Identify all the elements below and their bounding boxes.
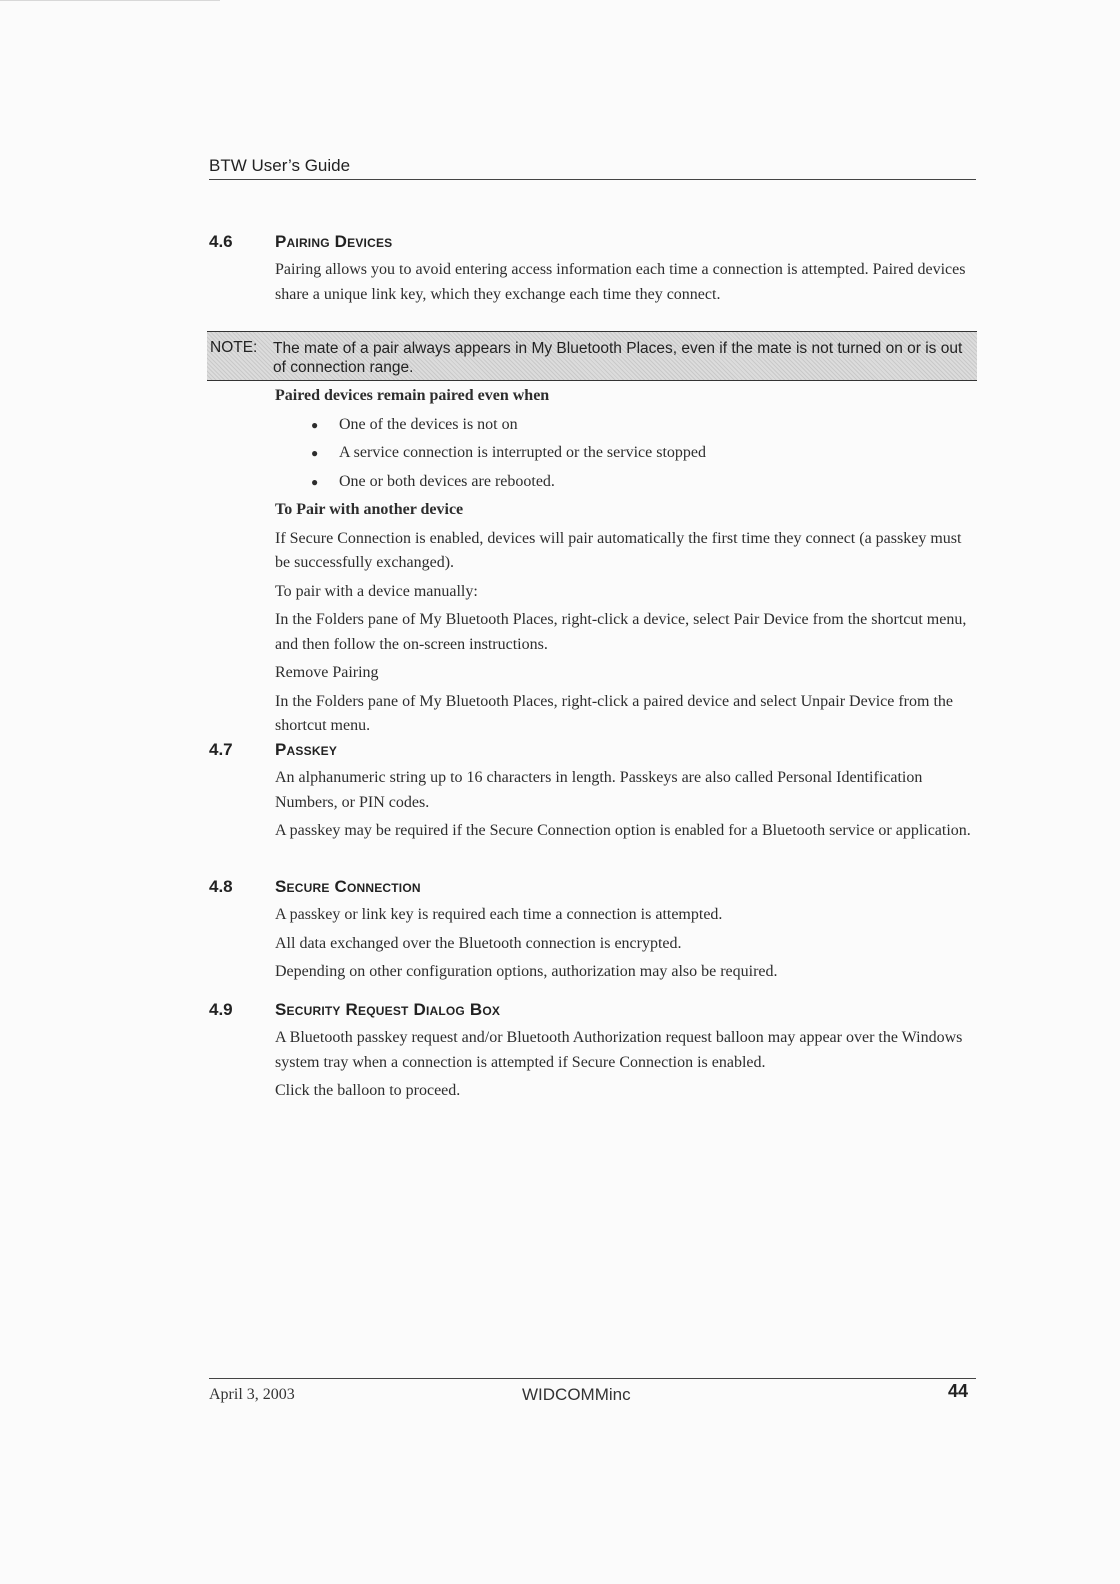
section-number: 4.9 (209, 1000, 233, 1019)
list-item-text: One of the devices is not on (339, 415, 518, 433)
section-4-8 (209, 877, 979, 989)
remove-pairing-label: Remove Pairing (275, 664, 379, 681)
section-title: Security Request Dialog Box (275, 1000, 501, 1019)
paired-remain-list (275, 413, 979, 495)
pair-manual-label: To pair with a device manually: (275, 582, 478, 600)
note-label: NOTE: (210, 339, 258, 356)
remove-pairing-text: In the Folders pane of My Bluetooth Places, right-click a paired device and select Unpair Device from the shortcut menu. (275, 692, 953, 734)
section-heading (209, 877, 979, 903)
list-item (275, 470, 979, 495)
section-title: Secure Connection (275, 877, 421, 896)
section-number: 4.6 (209, 232, 233, 251)
section-number: 4.7 (209, 740, 233, 759)
page-number: 44 (947, 1381, 968, 1401)
bullet-icon: ● (311, 446, 319, 460)
secure-connection-p1: A passkey or link key is required each time a connection is attempted. (275, 906, 723, 923)
scan-edge-line (0, 0, 220, 1)
section-number: 4.8 (209, 877, 233, 896)
page-header (209, 156, 976, 180)
list-item-text: One or both devices are rebooted. (339, 472, 555, 490)
section-heading (209, 232, 979, 258)
section-intro: Pairing allows you to avoid entering access information each time a connection is attempted. Paired devices share a unique link key, which they exchange each time they connect. (275, 261, 966, 303)
bullet-icon: ● (311, 474, 319, 489)
passkey-definition: An alphanumeric string up to 16 characters in length. Passkeys are also called Personal Identification Numbers, or PIN codes. (275, 769, 923, 811)
note-text: The mate of a pair always appears in My Bluetooth Places, even if the mate is not turned on or is out of connection range. (273, 340, 963, 376)
pair-manual-text: In the Folders pane of My Bluetooth Places, right-click a device, select Pair Device from the shortcut menu, and then follow the on-screen instructions. (275, 611, 967, 653)
paired-remain-heading: Paired devices remain paired even when (275, 387, 550, 404)
note-box (207, 331, 977, 381)
secure-connection-p3: Depending on other configuration options, authorization may also be required. (275, 963, 778, 980)
list-item (275, 413, 979, 438)
section-heading (209, 740, 979, 766)
security-request-p2: Click the balloon to proceed. (275, 1082, 461, 1099)
security-request-p1: A Bluetooth passkey request and/or Bluetooth Authorization request balloon may appear over the Windows system tray when a connection is attempted if Secure Connection is enabled. (275, 1029, 963, 1071)
section-heading (209, 1000, 979, 1026)
pair-auto-text: If Secure Connection is enabled, devices will pair automatically the first time they connect (a passkey must be successfully exchanged). (275, 529, 962, 571)
secure-connection-p2: All data exchanged over the Bluetooth connection is encrypted. (275, 934, 682, 952)
pair-heading: To Pair with another device (275, 501, 464, 518)
list-item (275, 441, 979, 466)
page-footer (209, 1378, 976, 1407)
list-item-text: A service connection is interrupted or the service stopped (339, 444, 706, 461)
bullet-icon: ● (311, 417, 319, 432)
section-4-7 (209, 740, 979, 848)
passkey-requirement: A passkey may be required if the Secure Connection option is enabled for a Bluetooth service or application. (275, 822, 971, 839)
section-4-9 (209, 1000, 979, 1108)
footer-date: April 3, 2003 (209, 1386, 295, 1403)
section-title: Pairing Devices (275, 232, 393, 251)
section-4-6-continued (209, 384, 979, 743)
footer-company: WIDCOMMinc (522, 1385, 631, 1404)
section-4-6 (209, 232, 979, 311)
section-title: Passkey (275, 740, 338, 759)
header-title: BTW User’s Guide (209, 156, 351, 175)
